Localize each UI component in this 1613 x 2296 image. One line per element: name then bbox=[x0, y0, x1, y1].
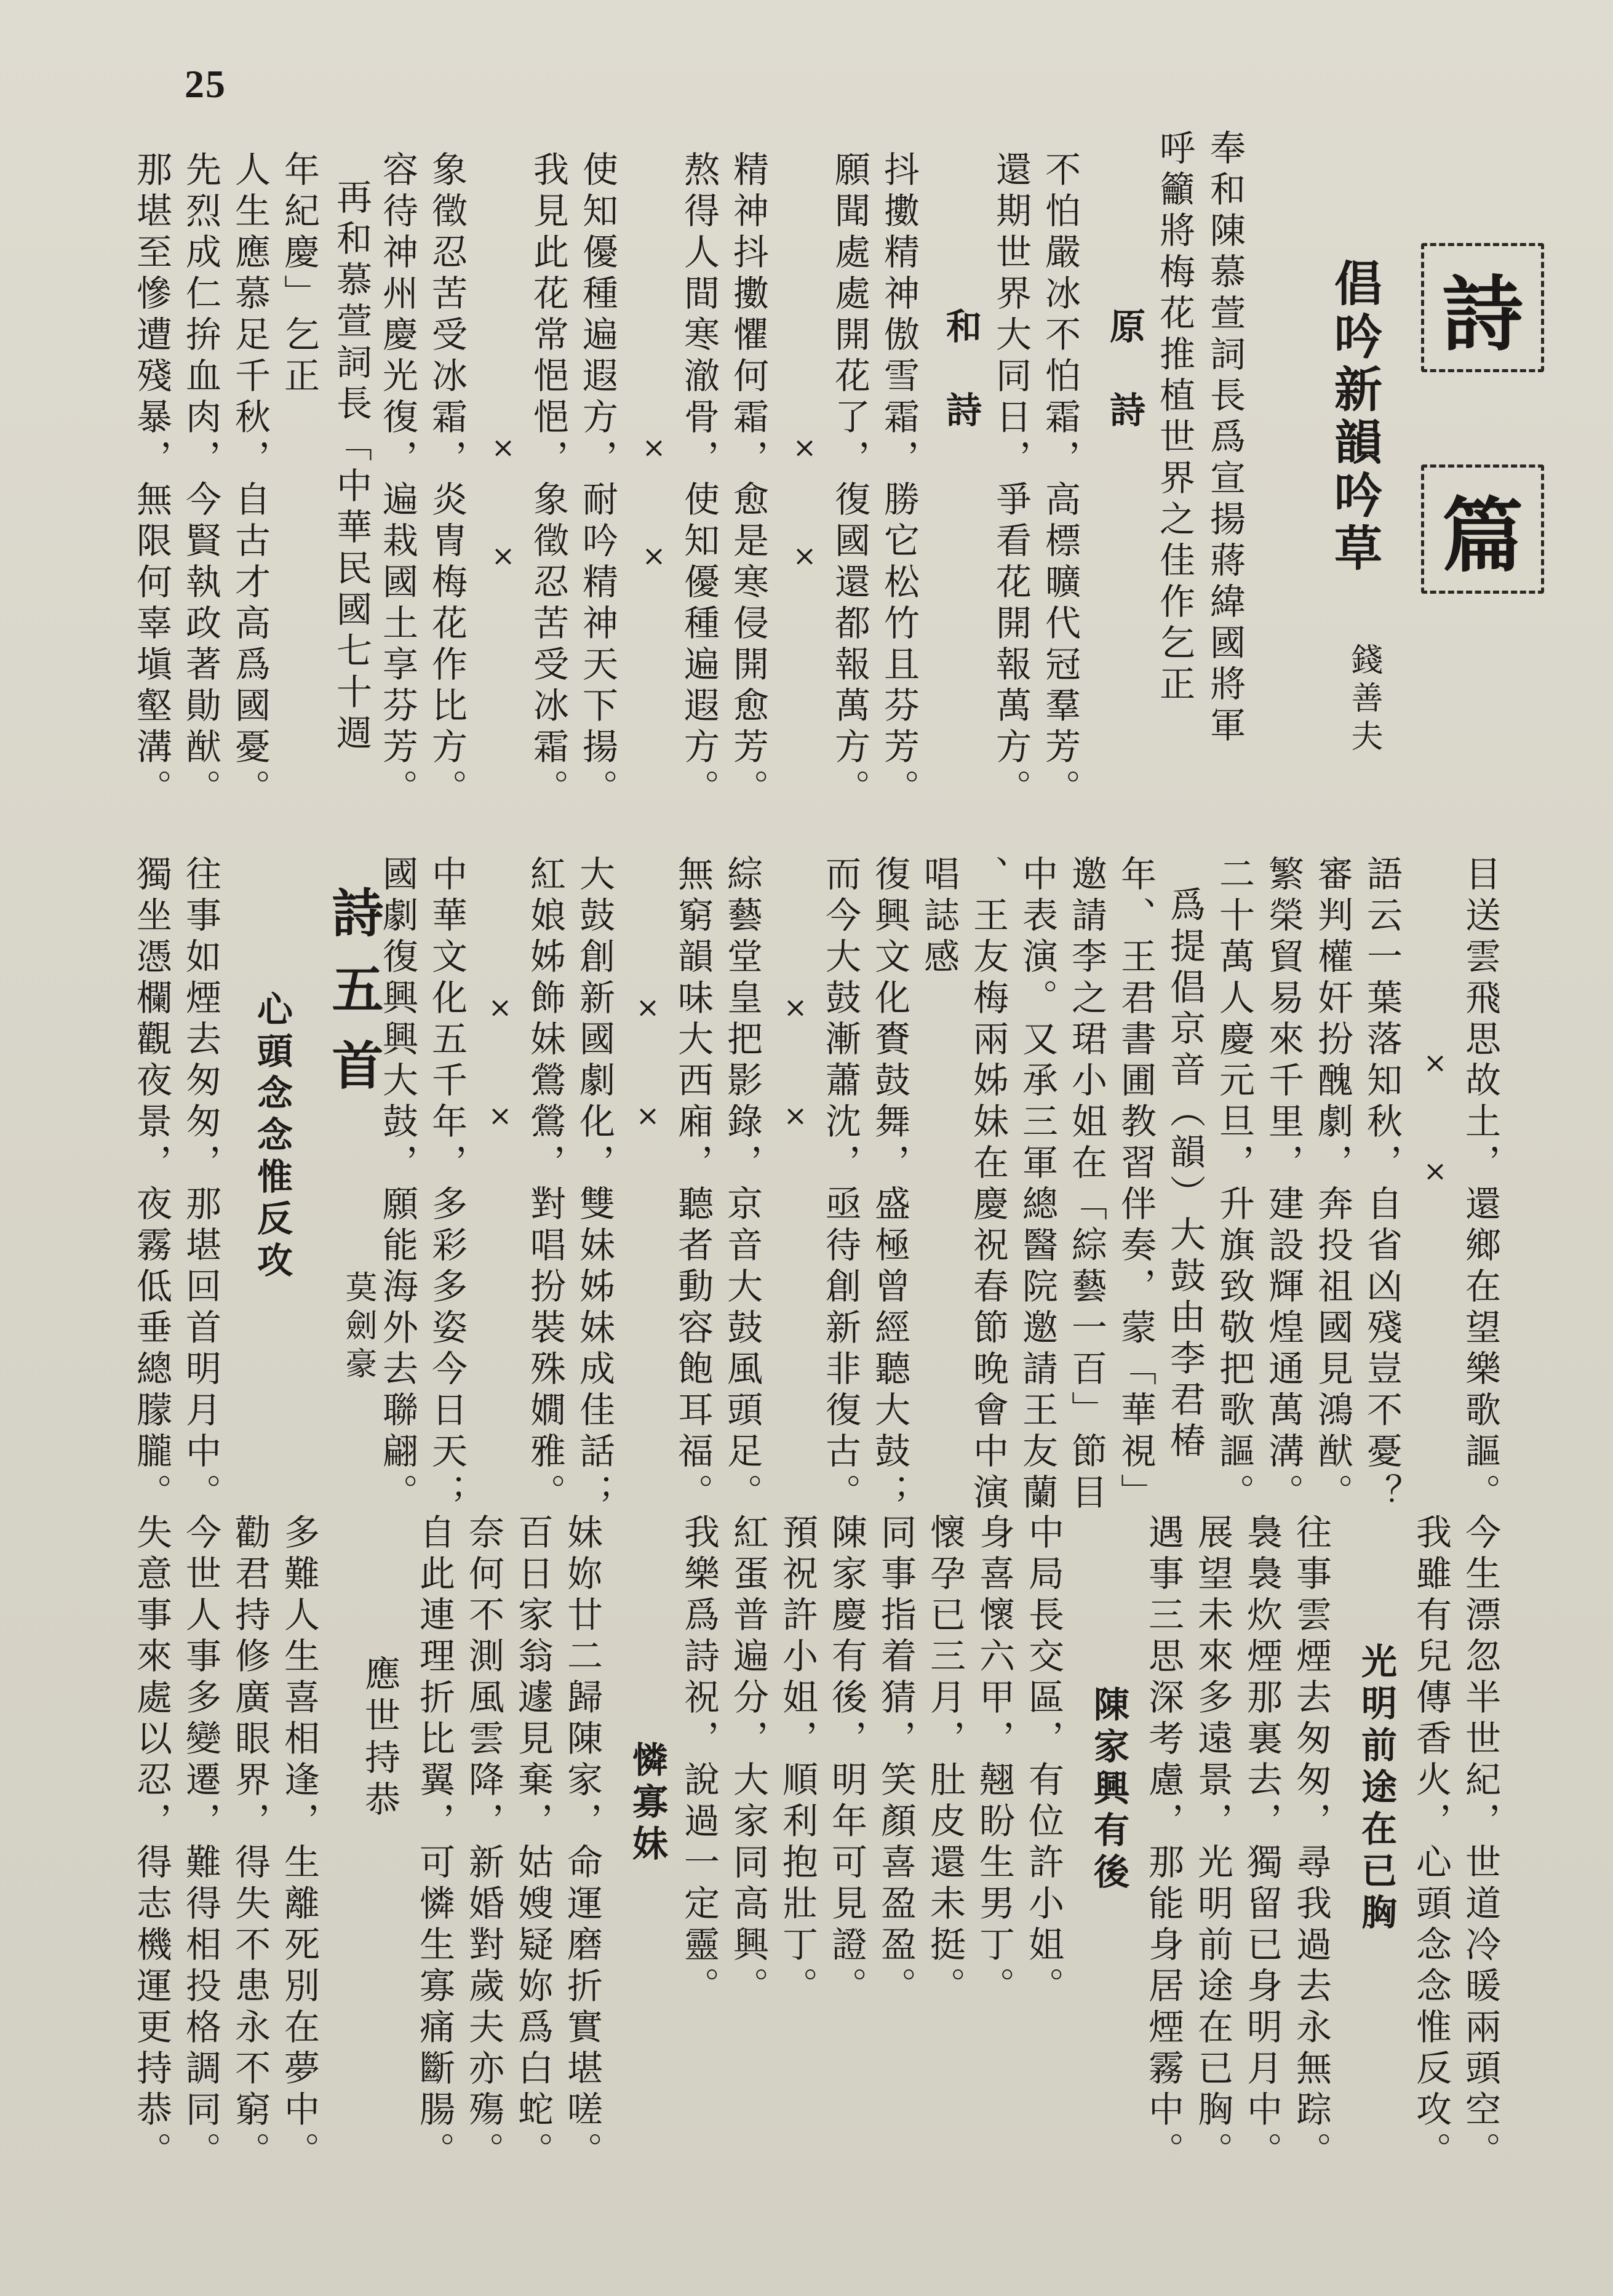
sub3-line-8: 我樂爲詩祝，說過一定靈。 bbox=[678, 1513, 720, 2008]
sub2-line-2: 裊裊炊煙那裏去，獨留已身明月中。 bbox=[1241, 1513, 1283, 2173]
sub2-title: 光明前途在已胸 bbox=[1355, 1643, 1397, 1935]
separator: × × bbox=[637, 431, 671, 596]
reply-note-line-2: 年紀慶」乞正 bbox=[278, 151, 320, 398]
harmony-line-1: 抖擻精神傲雪霜，勝它松竹且芬芳。 bbox=[878, 151, 920, 810]
b-line-10: 紅娘姊飾妹鶯鶯，對唱扮裝殊嫺雅。 bbox=[524, 855, 566, 1515]
sub3-line-6: 預祝許小姐，順利抱壯丁。 bbox=[776, 1513, 818, 2008]
sub4-line-4: 自此連理折比翼，可憐生寡痛斷腸。 bbox=[413, 1513, 455, 2173]
c-line-top-1: 今生漂忽半世紀，世道冷暖兩頭空。 bbox=[1459, 1513, 1501, 2173]
b-line-11: 中華文化五千年，多彩多姿今日天； bbox=[426, 855, 468, 1515]
harmony4-line-1: 象徵忍苦受冰霜，炎冑梅花作比方。 bbox=[426, 151, 468, 810]
section-title-box-2 bbox=[1421, 464, 1544, 594]
section-title-box-1 bbox=[1421, 243, 1544, 372]
poem5-title: 詩五首 bbox=[324, 886, 384, 1115]
sub5-line-4: 失意事來處以忍，得志機運更持恭。 bbox=[130, 1513, 172, 2173]
sub3-line-4: 同事指着猜，笑顏喜盈盈。 bbox=[875, 1513, 917, 2008]
b-prose-4: 中表演。又承三軍總醫院邀請王友蘭 bbox=[1016, 855, 1058, 1515]
original-heading: 原 詩 bbox=[1104, 308, 1145, 433]
original-line-1: 不怕嚴冰不怕霜，高標曠代冠羣芳。 bbox=[1039, 151, 1081, 810]
b-line-5: 復興文化賚鼓舞，盛極曾經聽大鼓； bbox=[869, 855, 910, 1515]
b-line-top: 目送雲飛思故土，還鄉在望樂歌謳。 bbox=[1459, 855, 1501, 1515]
separator: × × bbox=[779, 991, 812, 1155]
separator: × × bbox=[631, 991, 664, 1155]
reply-line-2: 先烈成仁拚血肉，今賢執政著勛猷。 bbox=[180, 151, 221, 810]
sub4-line-1: 妹妳廿二歸陳家，命運磨折實堪嗟。 bbox=[561, 1513, 603, 2173]
sub2-line-1: 往事雲煙去匆匆，尋我過去永無踪。 bbox=[1290, 1513, 1332, 2173]
poem1-preface-line-1 bbox=[1206, 129, 1244, 757]
sub5-title: 應世持恭 bbox=[359, 1655, 400, 1822]
harmony3-line-1: 使知優種遍遐方，耐吟精神天下揚。 bbox=[576, 151, 618, 810]
separator: × × bbox=[1419, 1046, 1452, 1211]
section-title-char-1: 詩 bbox=[1442, 267, 1523, 362]
b-line-1: 語云一葉落知秋，自省凶殘豈不憂？ bbox=[1361, 855, 1403, 1515]
b-line-3: 繁榮貿易來千里，建設輝煌通萬溝。 bbox=[1262, 855, 1304, 1515]
separator: × × bbox=[788, 431, 821, 596]
b-prose-3: 邀請李之珺小姐在「綜藝一百」節目 bbox=[1065, 855, 1107, 1515]
sub5-line-1: 多難人生喜相逢，生離死別在夢中。 bbox=[278, 1513, 320, 2173]
c-line-top-2: 我雖有兒傳香火，心頭念念惟反攻。 bbox=[1410, 1513, 1452, 2173]
sub3-line-2: 身喜懷六甲，翹盼生男丁。 bbox=[973, 1513, 1015, 2008]
harmony-line-2: 願聞處處開花了，復國還都報萬方。 bbox=[829, 151, 870, 810]
reply-note-line-1: 再和慕萱詞長「中華民國七十週 bbox=[330, 178, 372, 755]
sub1-title: 心頭念念惟反攻 bbox=[251, 991, 293, 1283]
separator: × × bbox=[484, 991, 517, 1155]
separator: × × bbox=[487, 431, 520, 596]
preface-text-2: 呼籲將梅花推植世界之佳作乞正 bbox=[1153, 129, 1195, 706]
harmony-heading: 和 詩 bbox=[940, 308, 982, 433]
original-line-2: 還期世界大同日，爭看花開報萬方。 bbox=[990, 151, 1032, 810]
reply-line-3: 那堪至慘遭殘暴，無限何辜塡壑溝。 bbox=[130, 151, 172, 810]
harmony3-line-2: 我見此花常悒悒，象徵忍苦受冰霜。 bbox=[527, 151, 569, 810]
sub2-line-4: 遇事三思深考慮，那能身居煙霧中。 bbox=[1142, 1513, 1184, 2173]
sub5-line-3: 今世人事多變遷，難得相投格調同。 bbox=[180, 1513, 221, 2173]
b-line-4: 二十萬人慶元旦，升旗致敬把歌謳。 bbox=[1213, 855, 1255, 1515]
page-number: 25 bbox=[185, 62, 226, 106]
b-line-9: 大鼓創新國劇化，雙妹姊妹成佳話； bbox=[573, 855, 615, 1515]
b-line-12: 國劇復興興大鼓，願能海外去聯翩。 bbox=[376, 855, 418, 1515]
b-prose-6: 唱誌感 bbox=[918, 855, 960, 979]
b-line-7: 綜藝堂皇把影錄，京音大鼓風頭足。 bbox=[721, 855, 763, 1515]
sub5-line-2: 勸君持修廣眼界，得失不患永不窮。 bbox=[229, 1513, 271, 2173]
b-prose-1: 爲提倡京音（韻）大鼓由李君椿 bbox=[1164, 886, 1206, 1463]
sub3-line-5: 陳家慶有後，明年可見證。 bbox=[826, 1513, 867, 2008]
poem1-author: 錢善夫 bbox=[1345, 643, 1382, 757]
reply-line-1: 人生應慕足千秋，自古才高爲國憂。 bbox=[229, 151, 271, 810]
sub1-line-2: 獨坐憑欄觀夜景，夜霧低垂總朦朧。 bbox=[130, 855, 172, 1515]
sub3-line-1: 中局長交區，有位許小姐。 bbox=[1022, 1513, 1064, 2008]
poem5-author: 莫劍豪 bbox=[340, 1270, 376, 1385]
b-prose-2: 年、王君書圃教習伴奏，蒙「華視」 bbox=[1115, 855, 1157, 1515]
harmony2-line-2: 熬得人間寒澈骨，使知優種遍遐方。 bbox=[678, 151, 720, 810]
harmony4-line-2: 容待神州慶光復，遍栽國土享芬芳。 bbox=[376, 151, 418, 810]
sub1-line-1: 往事如煙去匆匆，那堪回首明月中。 bbox=[180, 855, 221, 1515]
sub2-line-3: 展望未來多遠景，光明前途在已胸。 bbox=[1192, 1513, 1233, 2173]
sub4-line-2: 百日家翁遽見棄，姑嫂疑妳爲白蛇。 bbox=[512, 1513, 554, 2173]
b-line-2: 審判權奸扮醜劇，奔投祖國見鴻猷。 bbox=[1312, 855, 1353, 1515]
b-prose-5: 、王友梅兩姊妹在慶祝春節晚會中演 bbox=[967, 855, 1009, 1515]
harmony2-line-1: 精神抖擻懼何霜，愈是寒侵開愈芳。 bbox=[727, 151, 769, 810]
sub3-title: 陳家興有後 bbox=[1088, 1686, 1129, 1895]
section-title-char-2: 篇 bbox=[1442, 488, 1523, 584]
preface-text-1: 奉和陳慕萱詞長爲宣揚蔣緯國將軍 bbox=[1204, 129, 1246, 747]
b-line-6: 而今大鼓漸蕭沈，亟待創新非復古。 bbox=[819, 855, 861, 1515]
b-line-8: 無窮韻味大西廂，聽者動容飽耳福。 bbox=[672, 855, 714, 1515]
sub3-line-3: 懷孕已三月，肚皮還未挺。 bbox=[924, 1513, 966, 2008]
sub4-title: 憐寡妹 bbox=[626, 1741, 668, 1867]
sub3-line-7: 紅蛋普遍分，大家同高興。 bbox=[727, 1513, 769, 2008]
poem1-title: 倡吟新韻吟草 bbox=[1326, 258, 1382, 576]
sub4-line-3: 奈何不測風雲降，新婚對歲夫亦殤。 bbox=[463, 1513, 504, 2173]
poem1-preface-line-2 bbox=[1155, 129, 1193, 757]
